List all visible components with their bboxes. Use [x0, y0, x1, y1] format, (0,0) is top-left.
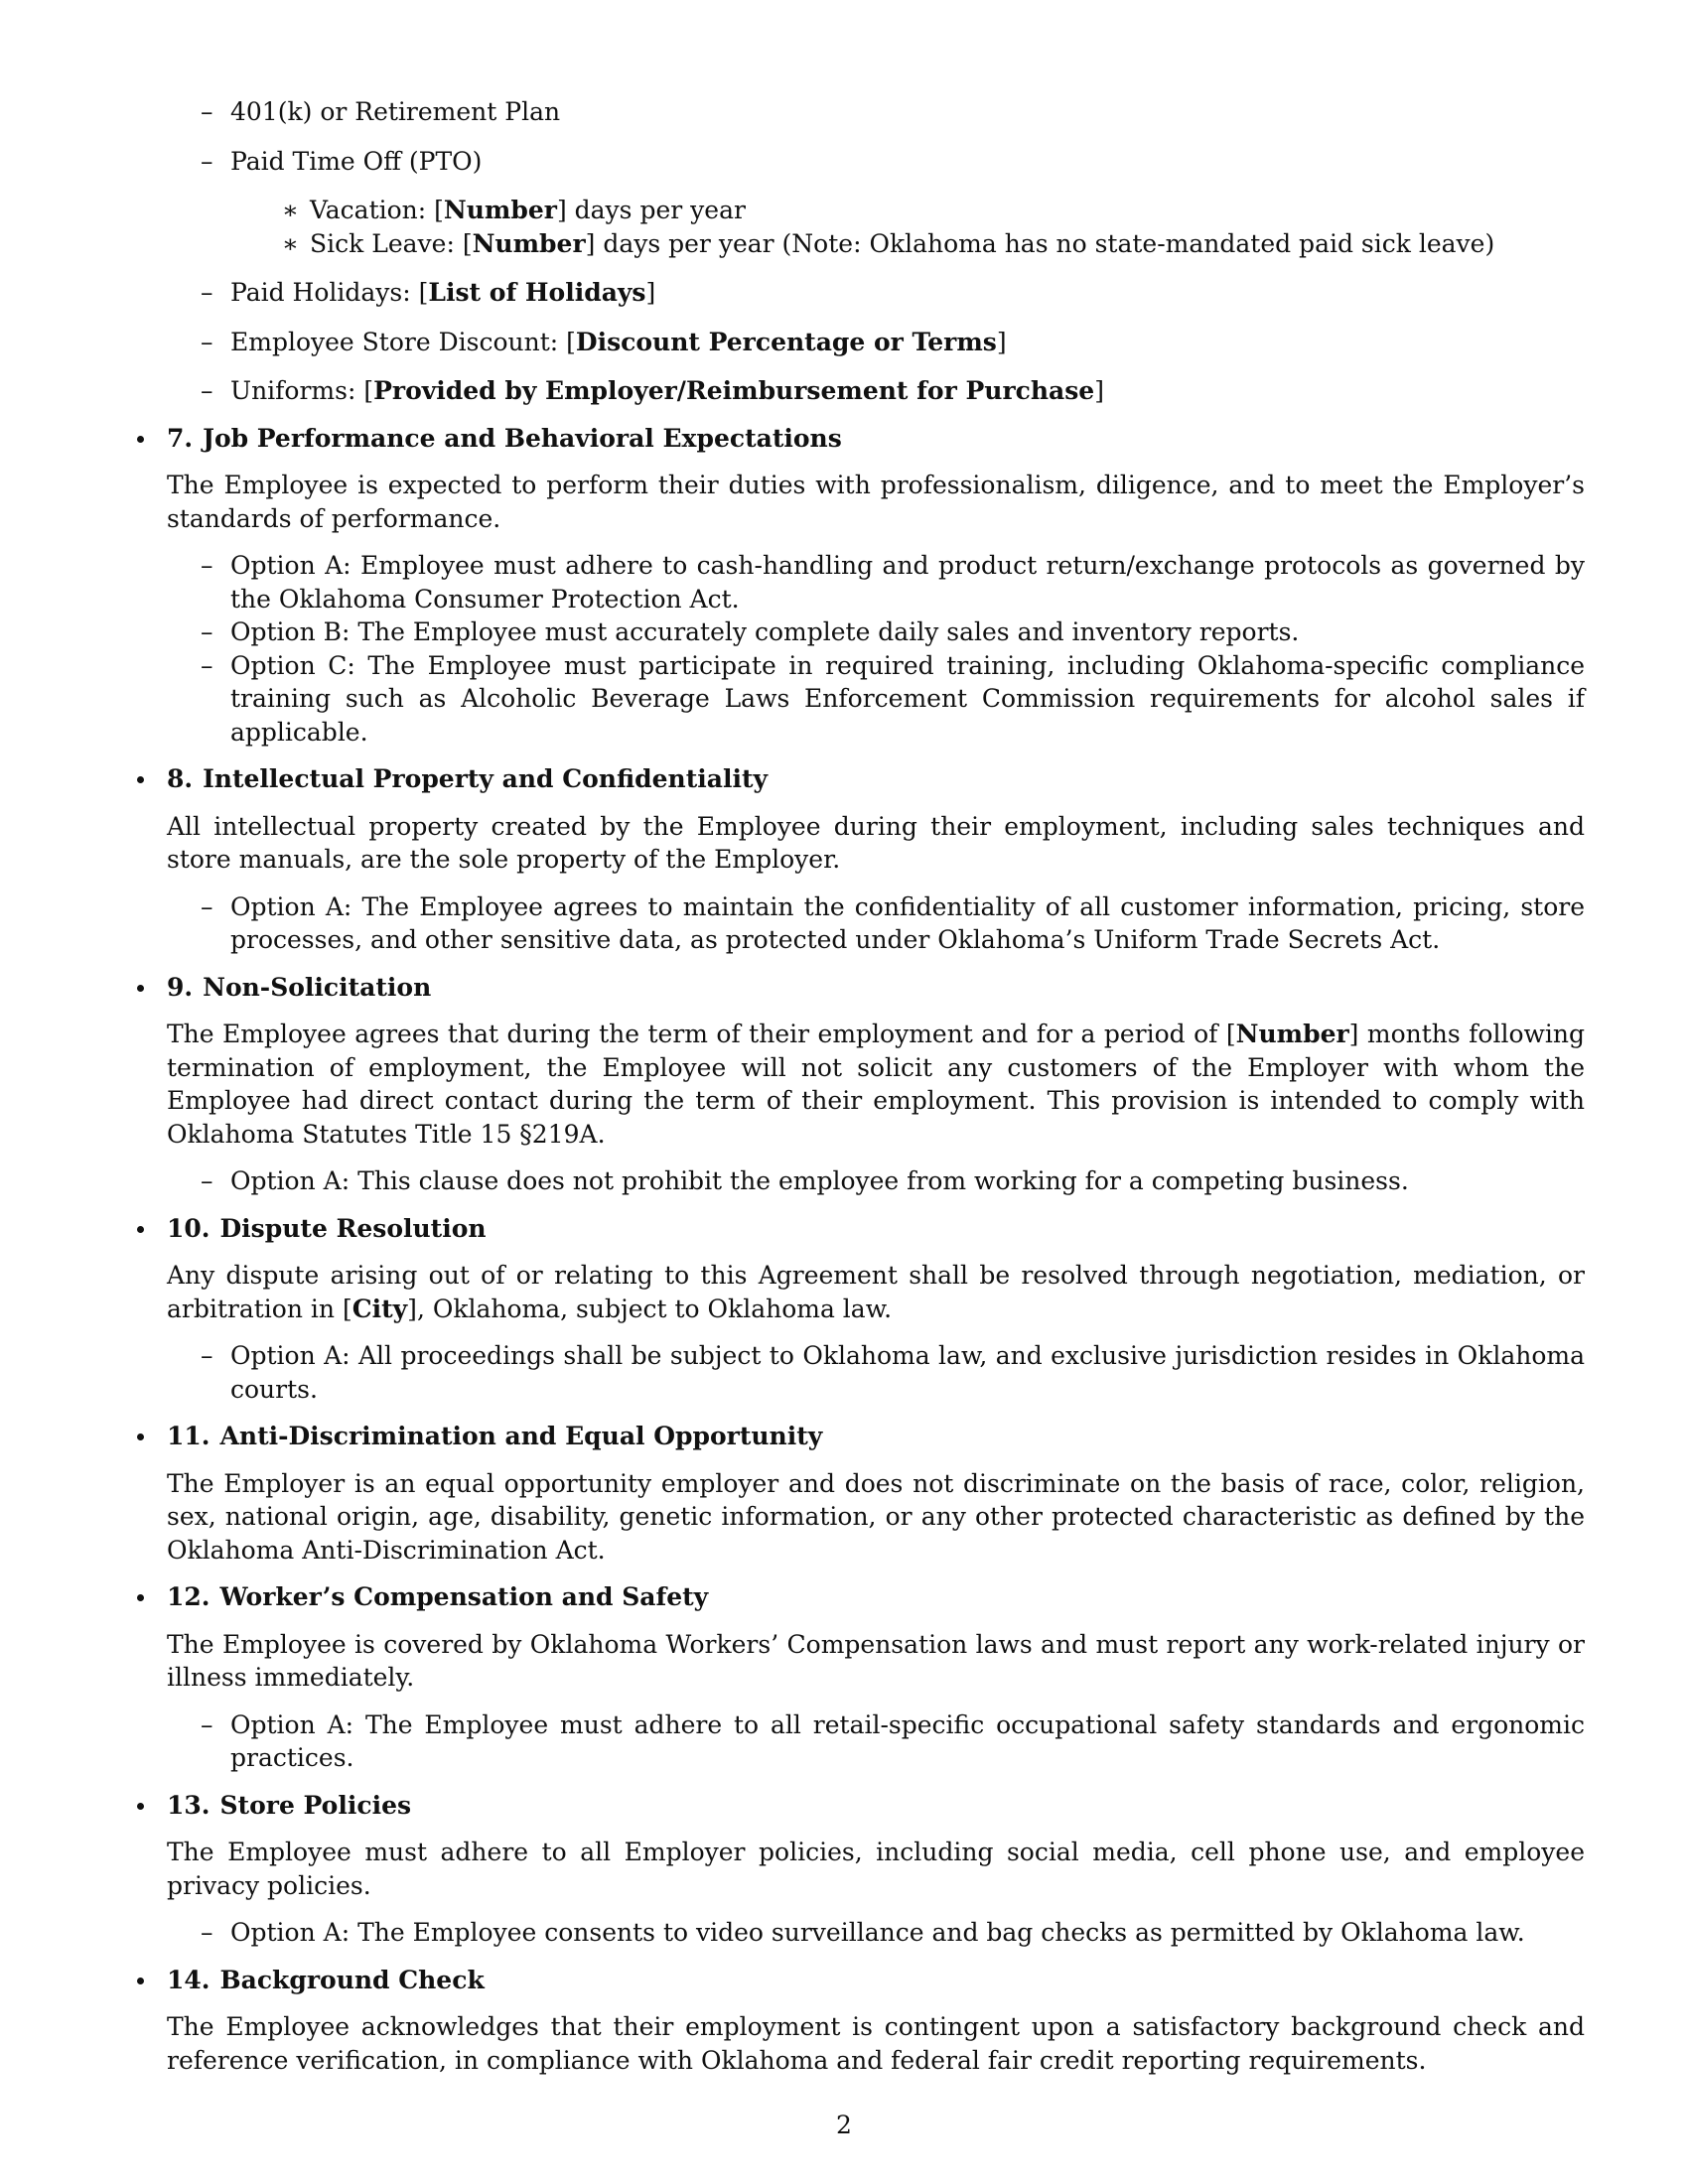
- section-10: [151, 1212, 1585, 1407]
- section-7-heading: [151, 422, 1585, 456]
- section-14-title: Background Check: [219, 1965, 485, 1994]
- section-8: [151, 762, 1585, 957]
- section-7-body: [151, 469, 1585, 749]
- sick-tail: days per year (Note: Oklahoma has no state-mandated paid sick leave): [603, 228, 1495, 258]
- section-12-options: [167, 1708, 1585, 1775]
- section-7-title: Job Performance and Behavioral Expectations: [203, 423, 842, 453]
- section-8-options: [167, 890, 1585, 957]
- section-10-title: Dispute Resolution: [219, 1213, 487, 1243]
- vacation-placeholder: Number: [443, 196, 557, 224]
- holidays-placeholder: List of Holidays: [428, 278, 646, 307]
- section-14-body: [151, 2010, 1585, 2077]
- section-7-number: 7.: [167, 423, 194, 453]
- section-14: [151, 1964, 1585, 2078]
- section-13-options: [167, 1916, 1585, 1950]
- sick-placeholder: Number: [472, 228, 586, 258]
- section-10-heading: [151, 1212, 1585, 1246]
- benefit-pto: [201, 145, 1585, 261]
- section-14-text: The Employee acknowledges that their employment is contingent upon a satisfactory background check and reference verification, in compliance with Oklahoma and federal fair credit reporting requirements.: [167, 2012, 1585, 2075]
- section-10-number: 10.: [167, 1213, 211, 1243]
- benefit-pto-text: Paid Time Off (PTO): [230, 146, 483, 176]
- section-9-options: [167, 1164, 1585, 1198]
- section-11-text: The Employer is an equal opportunity employer and does not discriminate on the basis of race, color, religion, sex, national origin, age, disability, genetic information, or any other protected characteristic as defined by the Oklahoma Anti-Discrimination Act.: [167, 1468, 1585, 1565]
- section-7-option-b: – Option B: The Employee must accurately complete daily sales and inventory reports.: [201, 615, 1585, 649]
- discount-label: Employee Store Discount:: [230, 327, 559, 356]
- section-10-text-pre: Any dispute arising out of or relating to this Agreement shall be resolved through negotiation, mediation, or arbitration in: [167, 1261, 1585, 1323]
- section-10-options: [167, 1339, 1585, 1406]
- pto-sublist: [230, 194, 1585, 260]
- section-12-number: 12.: [167, 1582, 211, 1611]
- section-9-number: 9.: [167, 972, 194, 1002]
- section-8-heading: [151, 762, 1585, 796]
- section-12-title: Worker’s Compensation and Safety: [219, 1582, 709, 1611]
- section-7: [151, 422, 1585, 750]
- section-12-body: [151, 1628, 1585, 1775]
- section-7-option-c: – Option C: The Employee must participate in required training, including Oklahoma-specific compliance training such as Alcoholic Beverage Laws Enforcement Commission requirements for alcohol sales if applicable.: [201, 649, 1585, 750]
- section-9-body: [151, 1018, 1585, 1198]
- section-13-title: Store Policies: [219, 1790, 412, 1820]
- section-13: [151, 1789, 1585, 1950]
- sick-label: Sick Leave:: [310, 228, 455, 258]
- section-13-option-a: – Option A: The Employee consents to video surveillance and bag checks as permitted by Oklahoma law.: [201, 1916, 1585, 1950]
- section-9-heading: [151, 971, 1585, 1005]
- benefits-list: [151, 95, 1585, 408]
- section-14-heading: [151, 1964, 1585, 1997]
- section-8-number: 8.: [167, 764, 194, 793]
- section-9-option-a: – Option A: This clause does not prohibit the employee from working for a competing business.: [201, 1164, 1585, 1198]
- section-12-heading: [151, 1580, 1585, 1614]
- section-9-text: The Employee agrees that during the term of their employment and for a period of [Number] months following termination of employment, the Employee will not solicit any customers of the Employer with whom the Employee had direct contact during the term of their employment. This provision is intended to comply with Oklahoma Statutes Title 15 §219A.: [167, 1020, 1586, 1149]
- section-9: [151, 971, 1585, 1198]
- benefit-retirement: [201, 95, 1585, 129]
- section-14-number: 14.: [167, 1965, 211, 1994]
- section-9-text-post: months following termination of employment, the Employee will not solicit any customers of the Employer with whom the Employee had direct contact during the term of their employment. This provision is intended to comply with Oklahoma Statutes Title 15 §219A.: [167, 1020, 1586, 1149]
- section-9-title: Non-Solicitation: [203, 972, 432, 1002]
- section-10-text: Any dispute arising out of or relating to this Agreement shall be resolved through negotiation, mediation, or arbitration in [City], Oklahoma, subject to Oklahoma law.: [167, 1261, 1585, 1323]
- pto-sick-leave: ∗ Sick Leave: [Number] days per year (Note: Oklahoma has no state-mandated paid sick leave): [282, 227, 1585, 261]
- section-10-option-a: – Option A: All proceedings shall be subject to Oklahoma law, and exclusive jurisdiction resides in Oklahoma courts.: [201, 1339, 1585, 1406]
- benefit-holidays: – Paid Holidays: [List of Holidays]: [201, 276, 1585, 310]
- benefit-uniforms: – Uniforms: [Provided by Employer/Reimbursement for Purchase]: [201, 374, 1585, 408]
- page-number: 2: [836, 2111, 852, 2139]
- section-13-text: The Employee must adhere to all Employer policies, including social media, cell phone use, and employee privacy policies.: [167, 1838, 1585, 1900]
- uniforms-label: Uniforms:: [230, 376, 356, 405]
- section-8-title: Intellectual Property and Confidentiality: [203, 764, 769, 793]
- vacation-label: Vacation:: [310, 196, 427, 224]
- section-13-heading: [151, 1789, 1585, 1823]
- section-9-text-pre: The Employee agrees that during the term of their employment and for a period of: [167, 1020, 1218, 1048]
- section-7-text: The Employee is expected to perform their duties with professionalism, diligence, and to meet the Employer’s standards of performance.: [167, 471, 1585, 533]
- section-11-heading: [151, 1420, 1585, 1453]
- section-11-body: [151, 1467, 1585, 1568]
- section-10-placeholder: City: [352, 1294, 408, 1323]
- section-7-option-a: – Option A: Employee must adhere to cash-handling and product return/exchange protocols as governed by the Oklahoma Consumer Protection Act.: [201, 549, 1585, 615]
- section-8-text: All intellectual property created by the Employee during their employment, including sales techniques and store manuals, are the sole property of the Employer.: [167, 811, 1585, 874]
- uniforms-placeholder: Provided by Employer/Reimbursement for Purchase: [373, 376, 1095, 405]
- vacation-tail: days per year: [574, 196, 746, 224]
- section-11-title: Anti-Discrimination and Equal Opportunity: [219, 1422, 823, 1450]
- section-9-placeholder: Number: [1235, 1020, 1349, 1048]
- section-10-text-post: , Oklahoma, subject to Oklahoma law.: [416, 1294, 893, 1323]
- section-11: [151, 1420, 1585, 1567]
- section-8-body: [151, 810, 1585, 957]
- section-12-text: The Employee is covered by Oklahoma Workers’ Compensation laws and must report any work-related injury or illness immediately.: [167, 1629, 1585, 1692]
- section-8-option-a: – Option A: The Employee agrees to maintain the confidentiality of all customer information, pricing, store processes, and other sensitive data, as protected under Oklahoma’s Uniform Trade Secrets Act.: [201, 890, 1585, 957]
- section-12: [151, 1580, 1585, 1775]
- section-10-body: [151, 1259, 1585, 1406]
- benefit-retirement-text: 401(k) or Retirement Plan: [230, 97, 561, 126]
- discount-placeholder: Discount Percentage or Terms: [575, 327, 997, 356]
- document-content: [151, 95, 1585, 2091]
- pto-vacation: ∗ Vacation: [Number] days per year: [282, 194, 1585, 227]
- section-13-number: 13.: [167, 1790, 211, 1820]
- section-13-body: [151, 1836, 1585, 1950]
- section-12-option-a: – Option A: The Employee must adhere to all retail-specific occupational safety standards and ergonomic practices.: [201, 1708, 1585, 1775]
- benefit-discount: – Employee Store Discount: [Discount Percentage or Terms]: [201, 326, 1585, 359]
- holidays-label: Paid Holidays:: [230, 278, 411, 307]
- section-7-options: [167, 549, 1585, 749]
- section-11-number: 11.: [167, 1422, 211, 1450]
